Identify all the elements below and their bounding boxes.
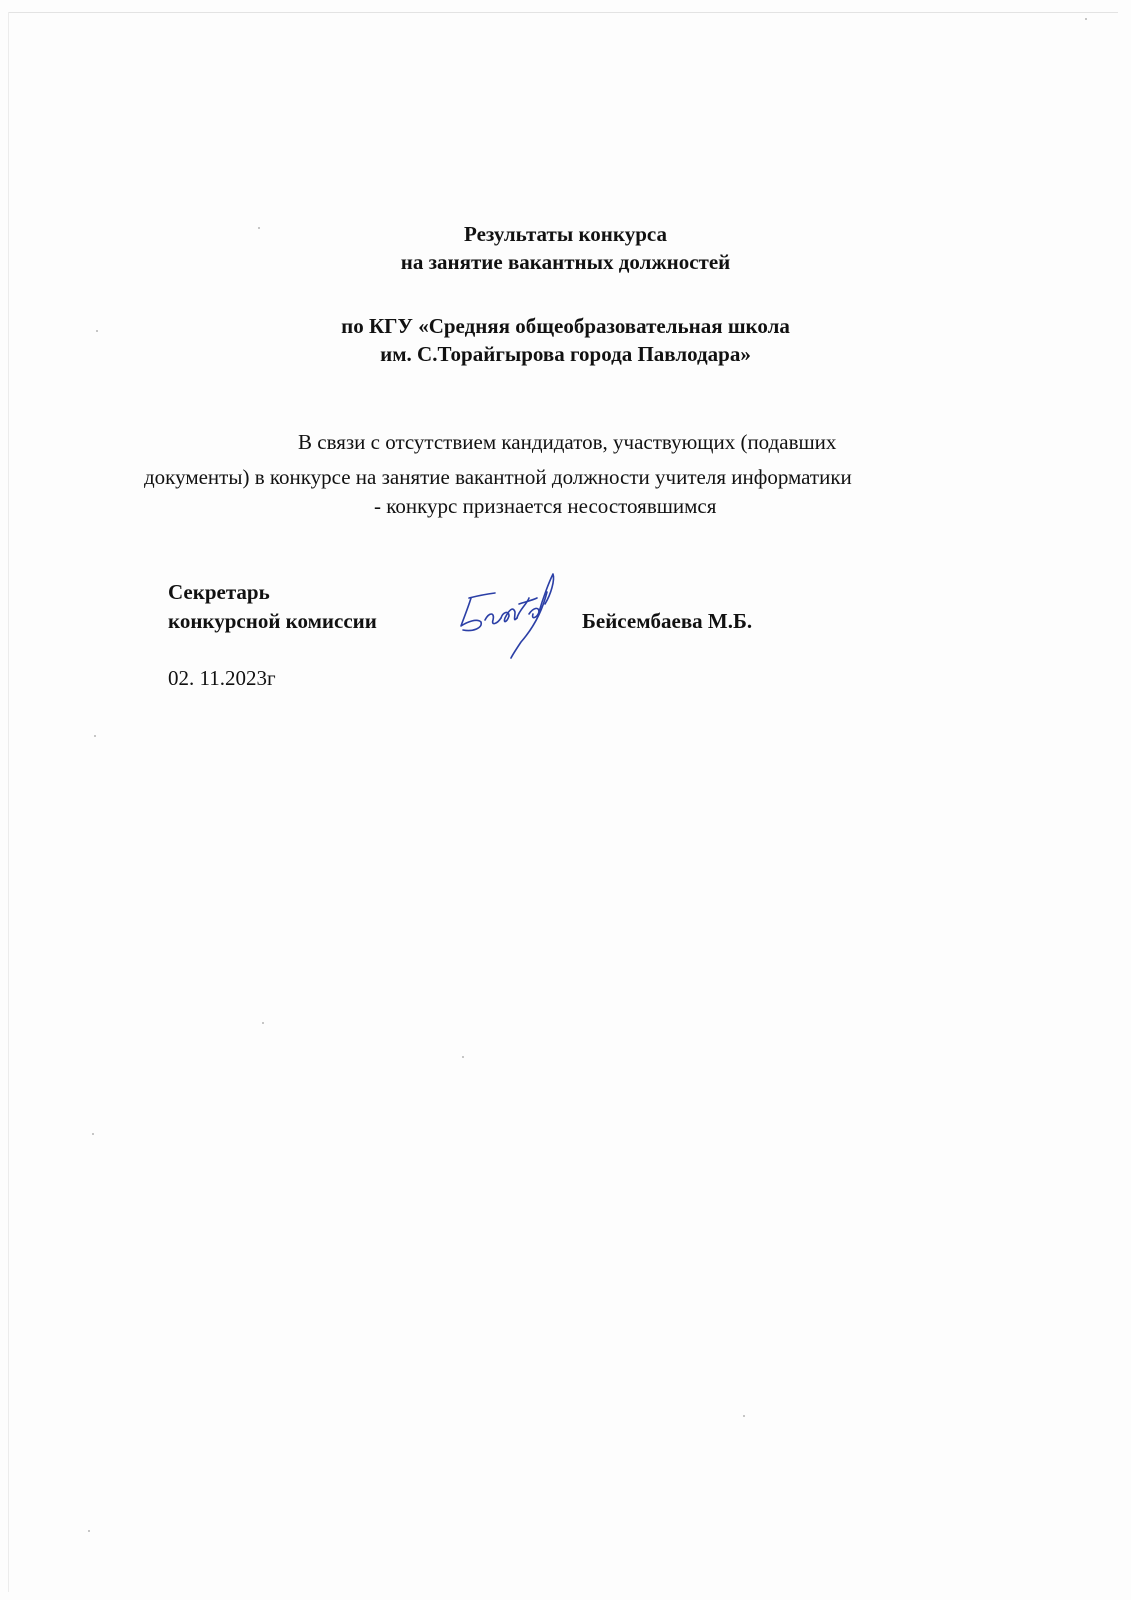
title-line-1: Результаты конкурса [464,222,667,246]
scan-speck [743,1415,745,1417]
document-title [0,220,1131,276]
scan-edge-top [8,12,1118,13]
organization-heading [0,312,1131,368]
scan-speck [262,1022,264,1024]
document-date: 02. 11.2023г [168,666,276,690]
scan-speck [462,1056,464,1058]
title-line-2: на занятие вакантных должностей [400,250,731,274]
organization-line-1: по КГУ «Средняя общеобразовательная школа [341,314,790,338]
scan-speck [92,1133,94,1135]
secretary-role-line-1: Секретарь [168,580,270,604]
secretary-name: Бейсембаева М.Б. [582,609,753,633]
body-line-3: - конкурс признается несостоявшимся [374,494,717,518]
scan-speck [88,1530,90,1532]
body-line-1: В связи с отсутствием кандидатов, участвующих (подавших [298,430,837,454]
organization-line-2: им. С.Торайгырова города Павлодара» [380,342,751,366]
secretary-role-line-2: конкурсной комиссии [168,609,377,633]
scan-speck [94,735,96,737]
handwritten-signature-icon [455,568,565,660]
scan-speck [1085,18,1087,20]
body-line-2: документы) в конкурсе на занятие вакантной должности учителя информатики [144,465,852,489]
